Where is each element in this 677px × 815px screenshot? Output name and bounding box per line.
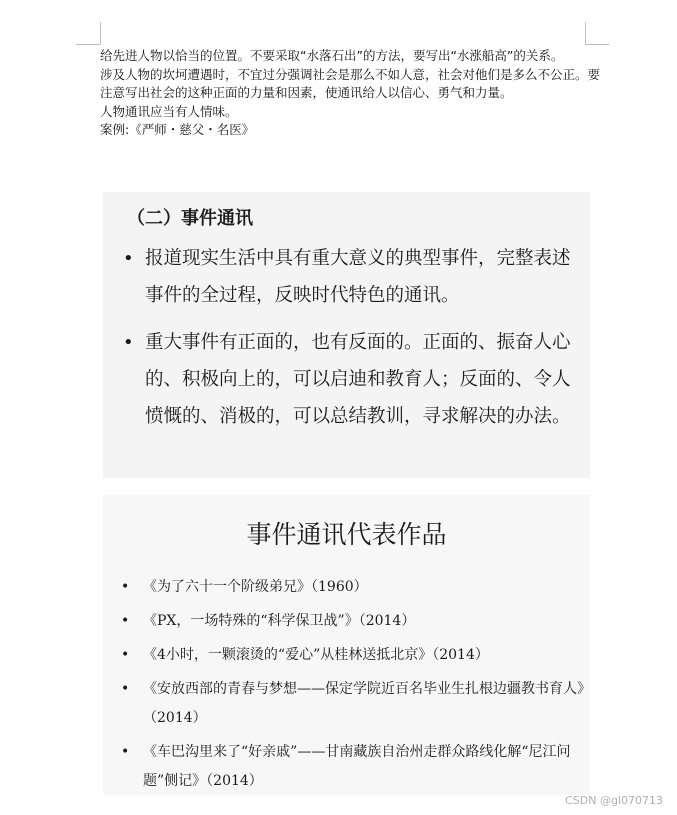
paragraph-case-example: 案例:《严师・慈父・名医》 — [100, 122, 255, 137]
crop-mark-right-horizontal — [585, 44, 609, 45]
list-item — [121, 573, 586, 602]
bullet-icon: • — [123, 248, 134, 269]
bullet-icon: • — [123, 332, 134, 353]
bullet-icon: • — [121, 647, 130, 663]
bullet-icon: • — [121, 613, 130, 629]
list-item-text: 报道现实生活中具有重大意义的典型事件，完整表述事件的全过程，反映时代特色的通讯。 — [145, 248, 571, 306]
slide-title: 事件通讯代表作品 — [246, 520, 447, 549]
works-list — [121, 573, 586, 801]
paragraph: 人物通讯应当有人情味。 — [100, 103, 238, 119]
slide-title: （二）事件通讯 — [127, 208, 253, 229]
list-item — [121, 675, 586, 733]
list-item-text: 重大事件有正面的，也有反面的。正面的、振奋人心的、积极向上的，可以启迪和教育人；反面的、令人愤慨的、消极的，可以总结教训，寻求解决的办法。 — [145, 332, 571, 427]
list-item — [121, 607, 586, 636]
paragraph: 涉及人物的坎坷遭遇时，不宜过分强调社会是那么不如人意，社会对他们是多么不公正。要注意写出社会的这种正面的力量和因素，使通讯给人以信心、勇气和力量。 — [100, 66, 601, 100]
bullet-icon: • — [121, 744, 130, 760]
list-item — [121, 641, 586, 670]
list-item-text: 《PX，一场特殊的“科学保卫战”》（2014） — [143, 613, 416, 629]
crop-mark-left-vertical — [100, 22, 101, 44]
list-item-text: 《安放西部的青春与梦想——保定学院近百名毕业生扎根边疆教书育人》（2014） — [143, 681, 584, 726]
list-item-text: 《为了六十一个阶级弟兄》（1960） — [143, 579, 368, 595]
list-item-text: 《4小时，一颗滚烫的“爱心”从桂林送抵北京》（2014） — [143, 647, 489, 663]
bullet-list — [121, 240, 581, 445]
document-body — [100, 47, 600, 140]
bullet-icon: • — [121, 681, 130, 697]
list-item — [121, 324, 581, 435]
list-item — [121, 240, 581, 314]
paragraph: 给先进人物以恰当的位置。不要采取“水落石出”的方法，要写出“水涨船高”的关系。 — [100, 48, 564, 63]
crop-mark-right-vertical — [585, 22, 586, 44]
bullet-icon: • — [121, 579, 130, 595]
slide-representative-works — [103, 495, 590, 795]
crop-mark-left-horizontal — [76, 44, 100, 45]
list-item-text: 《车巴沟里来了“好亲戚”——甘南藏族自治州走群众路线化解“尼江问题”侧记》（2014） — [143, 744, 571, 789]
list-item — [121, 738, 586, 796]
slide-event-reporting — [103, 192, 590, 478]
watermark: CSDN @gl070713 — [565, 794, 663, 807]
